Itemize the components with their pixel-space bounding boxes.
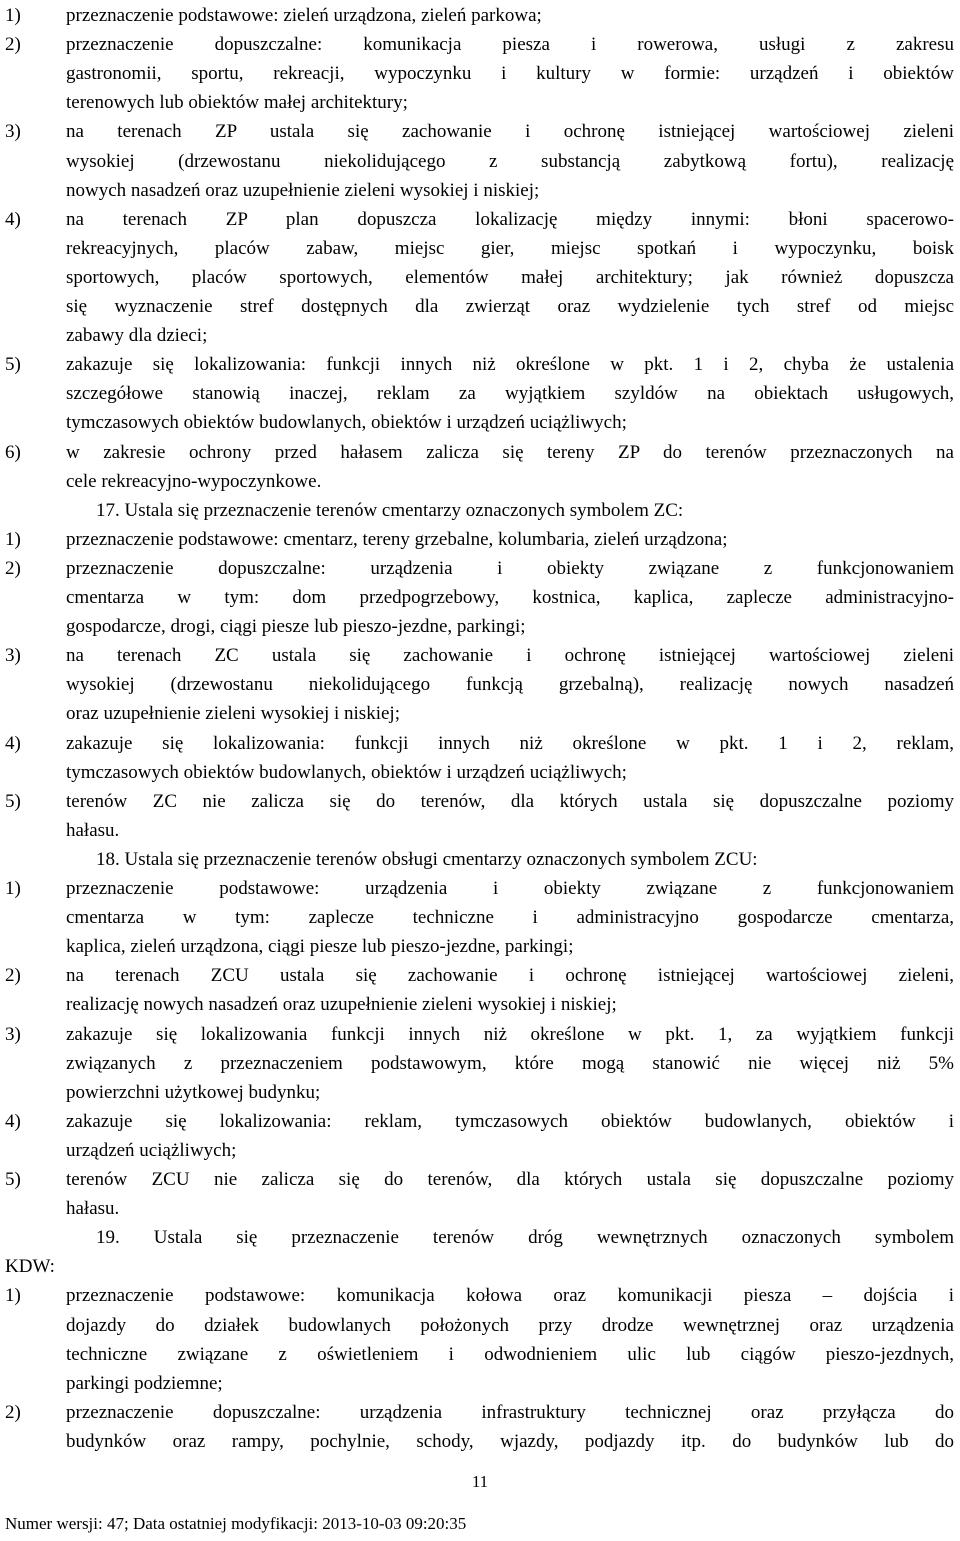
list-item-line [0,1020,960,1049]
section-heading-text: 18. Ustala się przeznaczenie terenów obsługi cmentarzy oznaczonych symbolem ZCU: [96,848,758,870]
list-item-line [0,787,960,816]
list-item-text: zakazuje się lokalizowania: reklam, tymczasowych obiektów budowlanych, obiektów i [66,1110,954,1132]
section-heading-line [0,1223,960,1252]
list-item-number: 1) [5,878,21,899]
list-item-text: techniczne związane z oświetleniem i odwodnieniem ulic lub ciągów pieszo-jezdnych, [66,1343,954,1365]
list-item-line [0,30,960,59]
list-item-text: terenów ZC nie zalicza się do terenów, dla których ustala się dopuszczalne poziomy [66,790,954,812]
list-item-line [0,758,960,787]
list-item-number: 2) [5,34,21,56]
list-item-text: kaplica, zieleń urządzona, ciągi piesze lub pieszo-jezdne, parkingi; [66,936,574,958]
list-item-line [0,554,960,583]
list-item-line [0,379,960,408]
list-item-number: 4) [5,1110,21,1132]
list-item-line [0,1165,960,1194]
list-item-line [0,147,960,176]
list-item-text: hałasu. [66,819,120,841]
section-heading-text: 17. Ustala się przeznaczenie terenów cmentarzy oznaczonych symbolem ZC: [96,499,684,521]
list-item-line [0,467,960,496]
list-item-line [0,205,960,234]
list-item-text: nowych nasadzeń oraz uzupełnienie zieleni wysokiej i niskiej; [66,179,540,201]
list-item-line [0,1136,960,1165]
list-item-line [0,874,960,903]
list-item-number: 1) [5,5,21,26]
list-item-text: na terenach ZP ustala się zachowanie i ochronę istniejącej wartościowej zieleni [66,121,954,143]
list-item-line [0,816,960,845]
list-item-line [0,729,960,758]
list-item-line [0,961,960,990]
list-item-line [0,1398,960,1427]
list-item-text: w zakresie ochrony przed hałasem zalicza się tereny ZP do terenów przeznaczonych na [66,441,954,463]
list-item-line [0,263,960,292]
list-item-text: realizację nowych nasadzeń oraz uzupełnienie zieleni wysokiej i niskiej; [66,994,617,1016]
list-item-line [0,1369,960,1398]
list-item-line [0,176,960,205]
section-heading-text: 19. Ustala się przeznaczenie terenów dróg wewnętrznych oznaczonych symbolem [96,1227,954,1249]
list-item-line [0,1340,960,1369]
list-item-text: oraz uzupełnienie zieleni wysokiej i niskiej; [66,703,400,725]
list-item-line [0,525,960,554]
list-item-line [0,699,960,728]
list-item-line [0,438,960,467]
list-item-text: gastronomii, sportu, rekreacji, wypoczynku i kultury w formie: urządzeń i obiektów [66,63,954,85]
version-footer: Numer wersji: 47; Data ostatniej modyfikacji: 2013-10-03 09:20:35 [5,1514,467,1533]
list-item-text: gospodarcze, drogi, ciągi piesze lub pieszo-jezdne, parkingi; [66,616,526,638]
list-item-text: przeznaczenie podstawowe: urządzenia i obiekty związane z funkcjonowaniem [66,878,954,899]
page-number: 11 [471,1472,489,1491]
section-heading-line [0,496,960,525]
section-heading-line [0,1252,960,1281]
list-item-text: budynków oraz rampy, pochylnie, schody, wjazdy, podjazdy itp. do budynków lub do [66,1430,954,1452]
list-item-line [0,1049,960,1078]
list-item-number: 3) [5,1023,21,1045]
list-item-text: zakazuje się lokalizowania: funkcji innych niż określone w pkt. 1 i 2, reklam, [66,732,954,754]
list-item-line [0,1427,960,1456]
list-item-text: cmentarza w tym: zaplecze techniczne i administracyjno gospodarcze cmentarza, [66,907,954,929]
list-item-text: przeznaczenie podstawowe: komunikacja kołowa oraz komunikacji piesza – dojścia i [66,1285,954,1307]
section-heading-line [0,845,960,874]
list-item-text: cele rekreacyjno-wypoczynkowe. [66,470,322,492]
list-item-text: na terenach ZC ustala się zachowanie i ochronę istniejącej wartościowej zieleni [66,645,954,667]
list-item-line [0,350,960,379]
section-heading-text: KDW: [5,1256,55,1278]
list-item-text: urządzeń uciążliwych; [66,1139,237,1161]
list-item-text: się wyznaczenie stref dostępnych dla zwierząt oraz wydzielenie tych stref od miejsc [66,296,954,317]
list-item-number: 4) [5,732,21,754]
list-item-line [0,670,960,699]
list-item-line [0,612,960,641]
list-item-line [0,932,960,961]
list-item-number: 2) [5,1401,21,1423]
list-item-number: 2) [5,557,21,579]
list-item-line [0,59,960,88]
list-item-text: przeznaczenie dopuszczalne: urządzenia i obiekty związane z funkcjonowaniem [66,557,954,579]
list-item-text: przeznaczenie dopuszczalne: urządzenia infrastruktury technicznej oraz przyłącza do [66,1401,954,1423]
list-item-text: szczegółowe stanowią inaczej, reklam za wyjątkiem szyldów na obiektach usługowych, [66,383,954,405]
list-item-number: 2) [5,965,21,987]
list-item-number: 3) [5,121,21,143]
list-item-text: przeznaczenie dopuszczalne: komunikacja piesza i rowerowa, usługi z zakresu [66,34,954,56]
list-item-line [0,234,960,263]
list-item-number: 5) [5,1169,21,1190]
list-item-line [0,583,960,612]
list-item-line [0,1311,960,1340]
list-item-text: tymczasowych obiektów budowlanych, obiektów i urządzeń uciążliwych; [66,412,627,434]
list-item-line [0,990,960,1019]
list-item-line [0,641,960,670]
list-item-text: przeznaczenie podstawowe: zieleń urządzona, zieleń parkowa; [66,5,542,26]
list-item-text: zakazuje się lokalizowania: funkcji innych niż określone w pkt. 1 i 2, chyba że ustalenia [66,354,954,376]
list-item-number: 5) [5,790,21,812]
list-item-number: 1) [5,1285,21,1307]
list-item-number: 3) [5,645,21,667]
list-item-number: 6) [5,441,21,463]
list-item-line [0,117,960,146]
list-item-text: tymczasowych obiektów budowlanych, obiektów i urządzeń uciążliwych; [66,761,627,783]
list-item-line [0,292,960,321]
list-item-number: 5) [5,354,21,376]
list-item-text: zabawy dla dzieci; [66,325,208,347]
list-item-line [0,1194,960,1223]
list-item-text: rekreacyjnych, placów zabaw, miejsc gier, miejsc spotkań i wypoczynku, boisk [66,237,954,259]
list-item-text: terenowych lub obiektów małej architektury; [66,92,408,114]
list-item-number: 4) [5,208,21,230]
list-item-text: dojazdy do działek budowlanych położonych przy drodze wewnętrznej oraz urządzenia [66,1314,954,1336]
list-item-line [0,321,960,350]
list-item-line [0,1107,960,1136]
list-item-line [0,88,960,117]
list-item-text: powierzchni użytkowej budynku; [66,1081,321,1103]
list-item-text: związanych z przeznaczeniem podstawowym, które mogą stanowić nie więcej niż 5% [66,1052,954,1074]
list-item-text: terenów ZCU nie zalicza się do terenów, dla których ustala się dopuszczalne poziomy [66,1169,954,1190]
list-item-text: cmentarza w tym: dom przedpogrzebowy, kostnica, kaplica, zaplecze administracyjno- [66,587,954,608]
list-item-text: na terenach ZCU ustala się zachowanie i ochronę istniejącej wartościowej zieleni, [66,965,954,987]
list-item-text: wysokiej (drzewostanu niekolidującego z substancją zabytkową fortu), realizację [66,150,954,172]
list-item-text: sportowych, placów sportowych, elementów małej architektury; jak również dopuszcza [66,266,954,288]
list-item-line [0,1078,960,1107]
list-item-number: 1) [5,528,21,550]
list-item-text: wysokiej (drzewostanu niekolidującego funkcją grzebalną), realizację nowych nasadzeń [66,674,954,696]
list-item-text: zakazuje się lokalizowania funkcji innych niż określone w pkt. 1, za wyjątkiem funkcji [66,1023,954,1045]
list-item-text: przeznaczenie podstawowe: cmentarz, tereny grzebalne, kolumbaria, zieleń urządzona; [66,528,728,550]
list-item-line [0,1281,960,1310]
list-item-text: parkingi podziemne; [66,1372,223,1394]
list-item-line [0,903,960,932]
list-item-text: na terenach ZP plan dopuszcza lokalizację między innymi: błoni spacerowo- [66,208,954,230]
list-item-line [0,408,960,437]
list-item-line [0,1,960,30]
list-item-text: hałasu. [66,1198,120,1220]
